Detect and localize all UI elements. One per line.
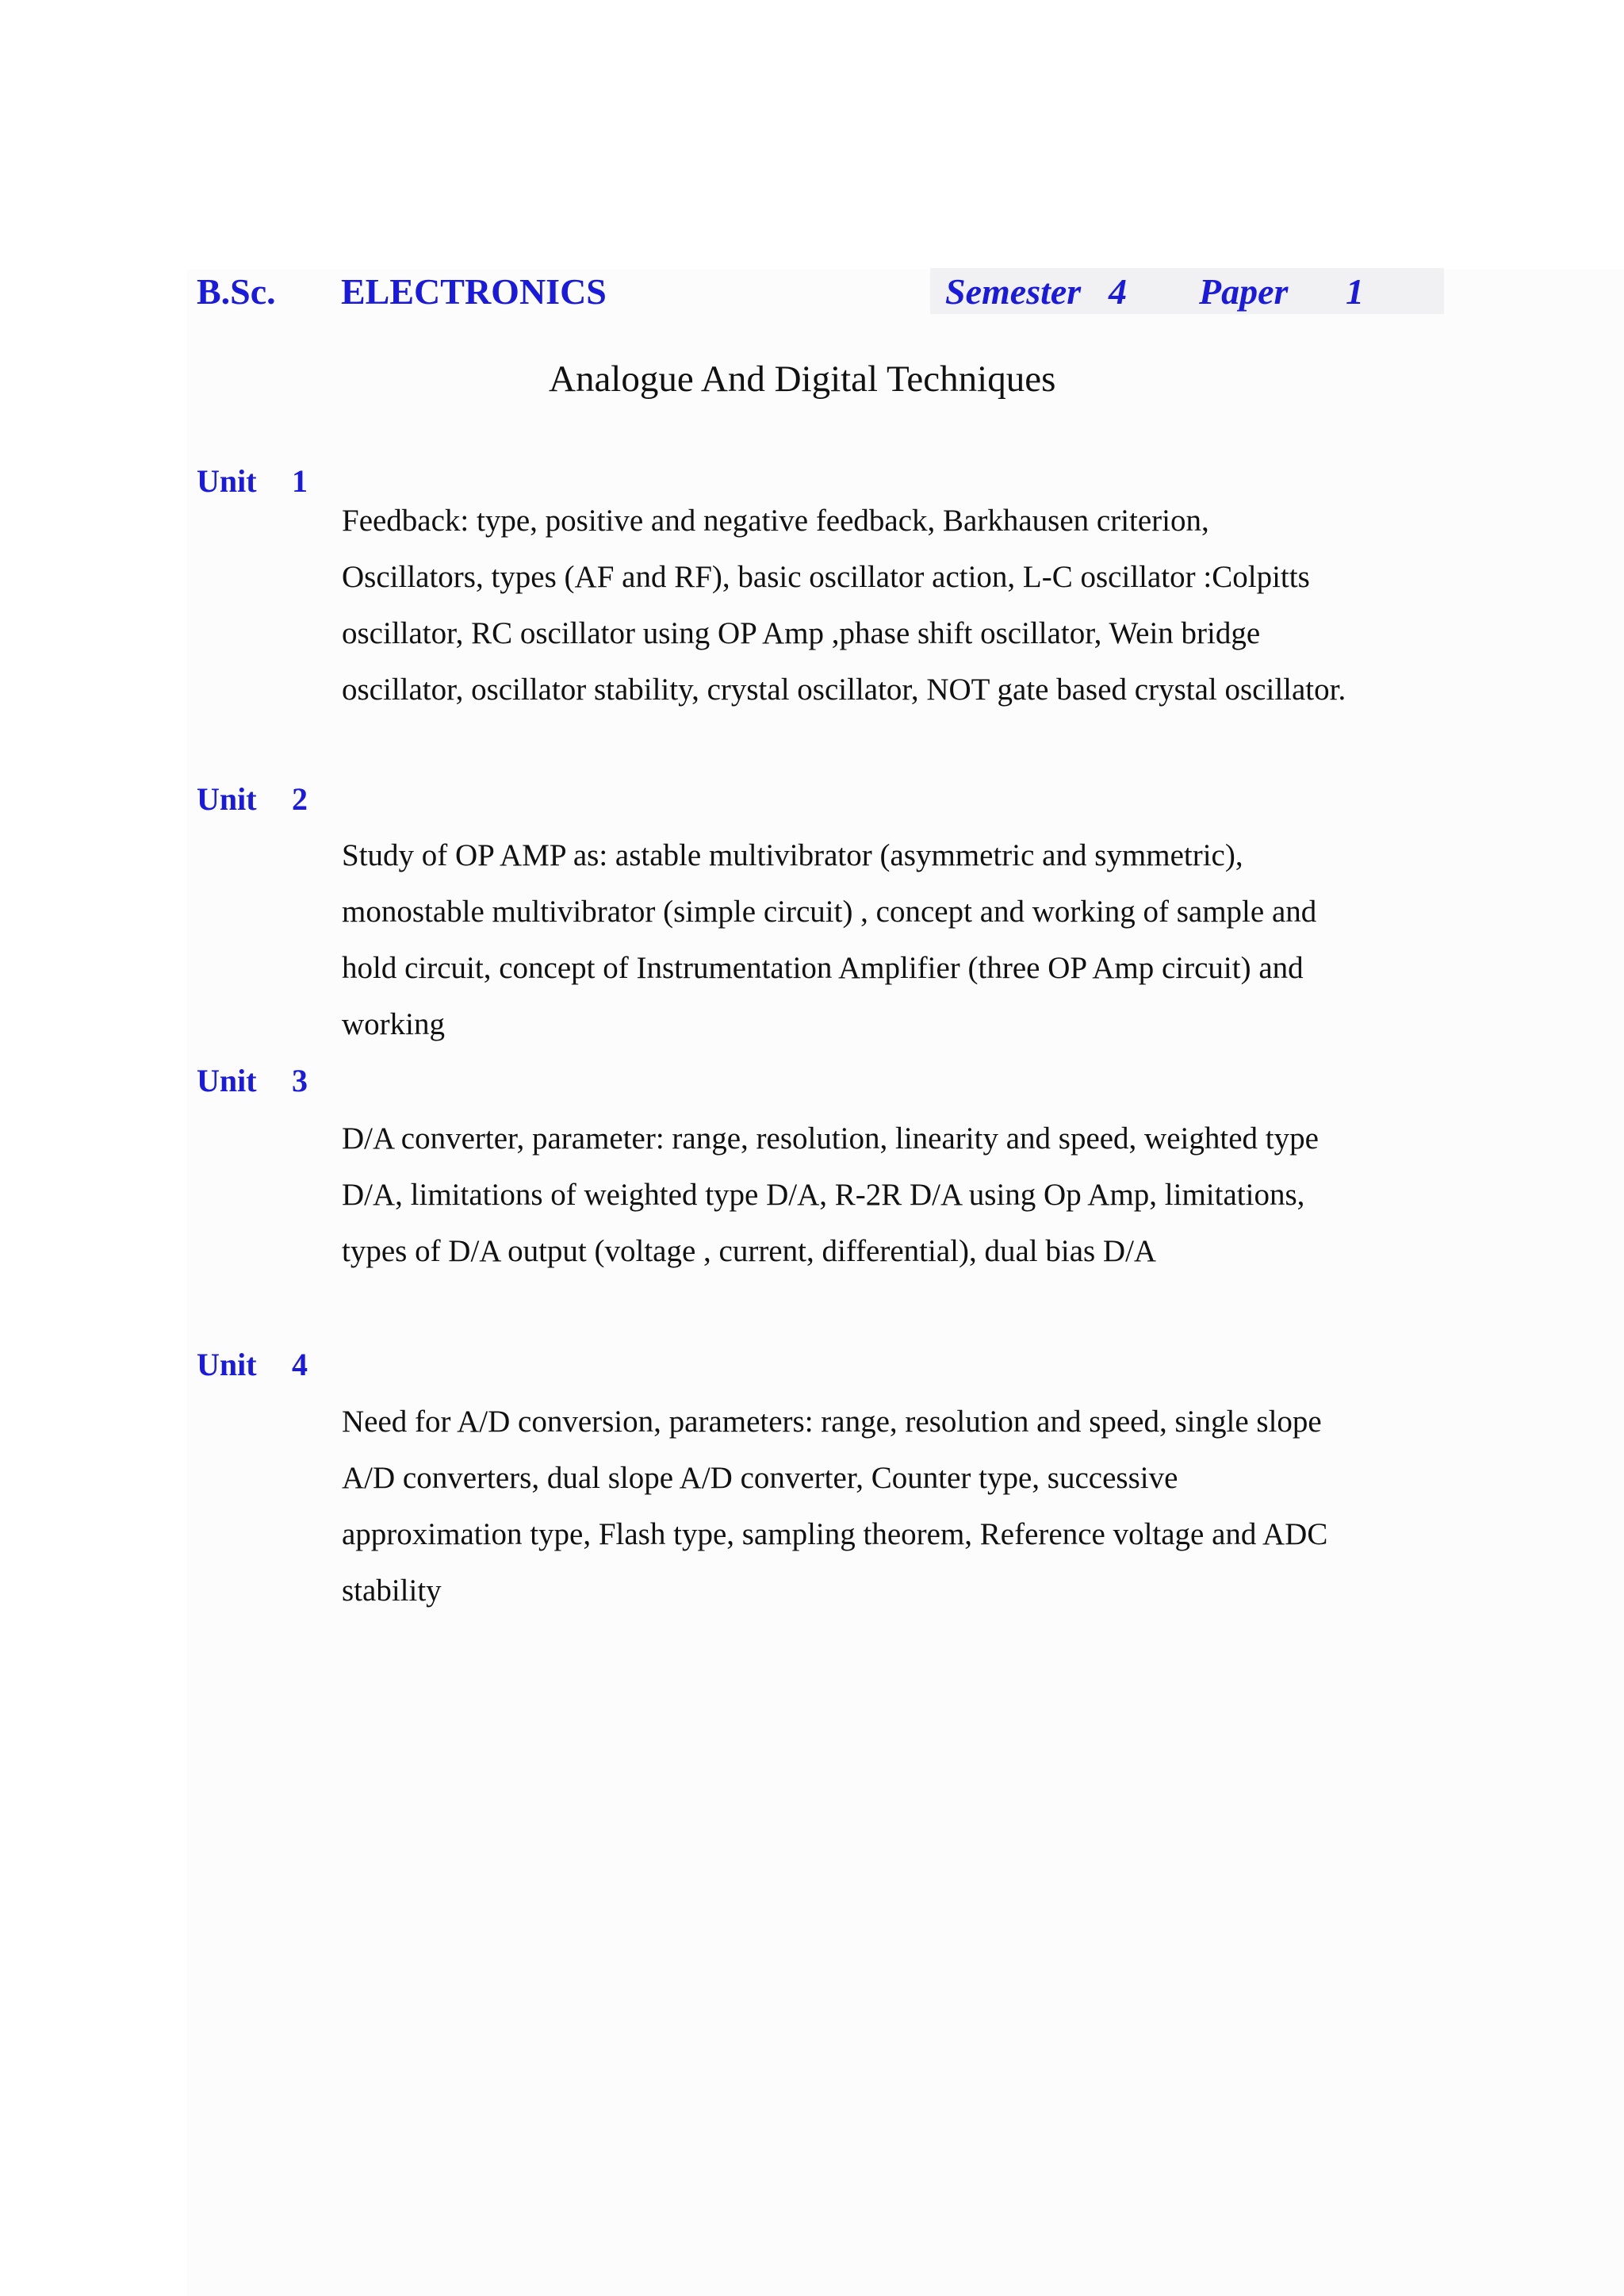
unit-text-line: Feedback: type, positive and negative feedback, Barkhausen criterion,: [342, 504, 1209, 538]
unit-heading: [197, 1061, 308, 1101]
unit-label: Unit: [197, 463, 257, 499]
unit-text-line: Need for A/D conversion, parameters: range, resolution and speed, single slope: [342, 1405, 1322, 1439]
unit-text-line: working: [342, 1007, 445, 1041]
unit-heading: [197, 780, 308, 819]
unit-number: 1: [292, 463, 308, 499]
unit-text-line: D/A converter, parameter: range, resolution, linearity and speed, weighted type: [342, 1121, 1319, 1156]
unit-content: [342, 1110, 1420, 1279]
unit-content: [342, 1393, 1420, 1619]
unit-text-line: hold circuit, concept of Instrumentation Amplifier (three OP Amp circuit) and: [342, 951, 1304, 985]
unit-content: [342, 827, 1420, 1052]
unit-label: Unit: [197, 1347, 257, 1382]
unit-text-line: oscillator, RC oscillator using OP Amp ,phase shift oscillator, Wein bridge: [342, 616, 1261, 650]
unit-text-line: Oscillators, types (AF and RF), basic oscillator action, L-C oscillator :Colpitts: [342, 560, 1310, 594]
document-header: [0, 268, 1624, 316]
unit-text-line: stability: [342, 1573, 442, 1608]
unit-text-line: D/A, limitations of weighted type D/A, R-2R D/A using Op Amp, limitations,: [342, 1178, 1305, 1212]
degree-label: B.Sc.: [197, 271, 276, 312]
paper-value: 1: [1346, 271, 1364, 312]
unit-label: Unit: [197, 1063, 257, 1098]
unit-text-line: Study of OP AMP as: astable multivibrator (asymmetric and symmetric),: [342, 838, 1243, 872]
unit-heading: [197, 1345, 308, 1385]
semester-label: Semester: [945, 271, 1082, 312]
unit-heading: [197, 462, 308, 501]
unit-label: Unit: [197, 781, 257, 817]
unit-number: 3: [292, 1063, 308, 1098]
unit-text-line: monostable multivibrator (simple circuit) , concept and working of sample and: [342, 895, 1317, 929]
course-title: Analogue And Digital Techniques: [549, 358, 1056, 400]
unit-text-line: oscillator, oscillator stability, crystal oscillator, NOT gate based crystal oscillator.: [342, 673, 1346, 707]
unit-content: [342, 493, 1420, 718]
unit-text-line: A/D converters, dual slope A/D converter, Counter type, successive: [342, 1461, 1178, 1495]
unit-text-line: types of D/A output (voltage , current, differential), dual bias D/A: [342, 1234, 1157, 1268]
subject-label: ELECTRONICS: [341, 271, 607, 312]
unit-number: 4: [292, 1347, 308, 1382]
paper-label: Paper: [1199, 271, 1289, 312]
unit-number: 2: [292, 781, 308, 817]
semester-value: 4: [1109, 271, 1127, 312]
unit-text-line: approximation type, Flash type, sampling theorem, Reference voltage and ADC: [342, 1517, 1328, 1551]
